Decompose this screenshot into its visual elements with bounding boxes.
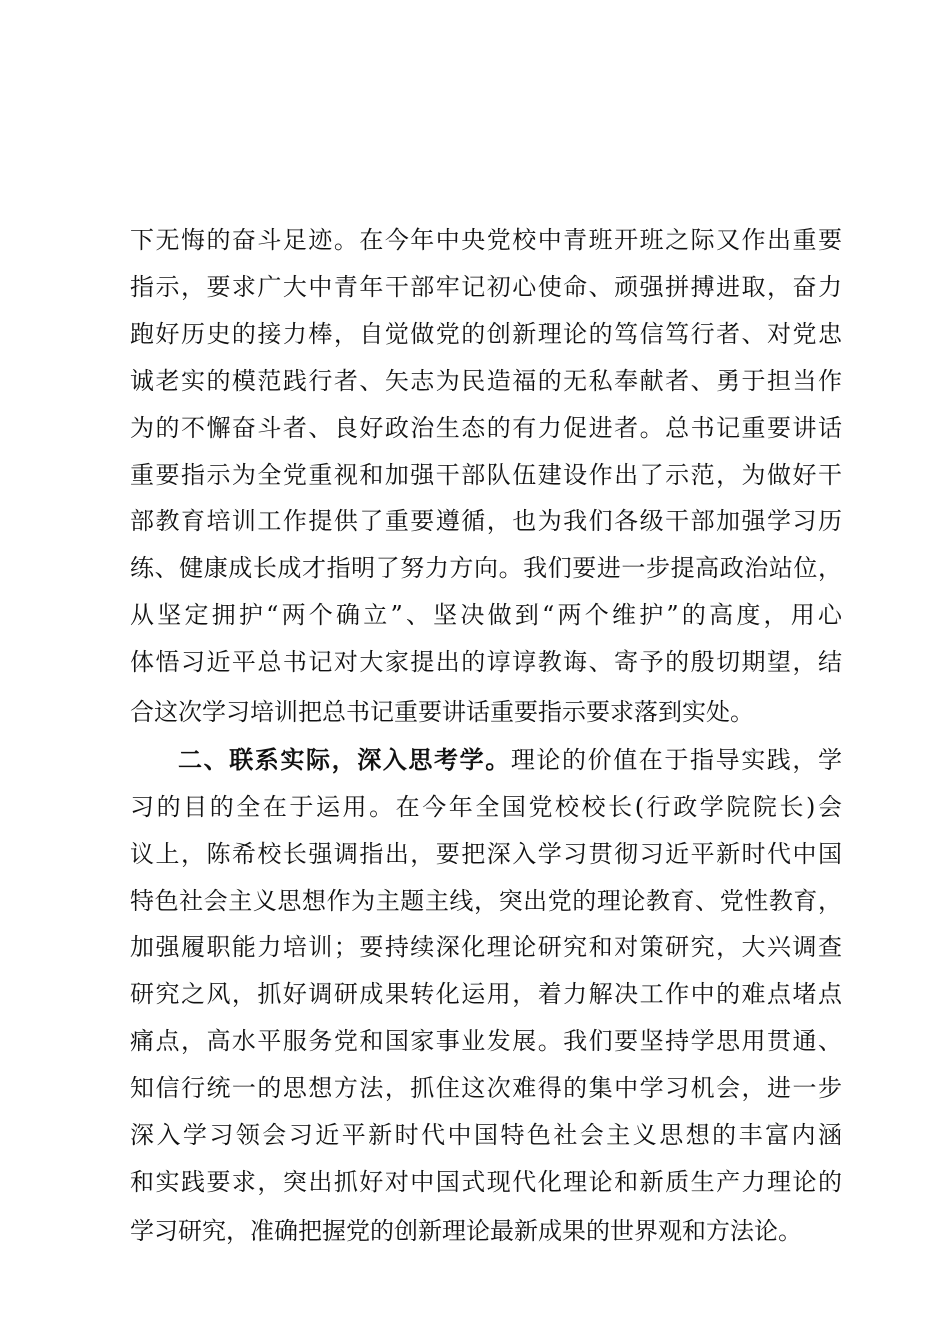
text-line: 体悟习近平总书记对大家提出的谆谆教诲、寄予的殷切期望，结: [130, 648, 842, 676]
section-2-first-line: [130, 742, 842, 778]
text-line: 部教育培训工作提供了重要遵循，也为我们各级干部加强学习历: [130, 507, 842, 535]
text-line: 痛点，高水平服务党和国家事业发展。我们要坚持学思用贯通、: [130, 1027, 842, 1055]
section-2-heading: 二、联系实际，深入思考学。: [178, 745, 511, 774]
text-line: 重要指示为全党重视和加强干部队伍建设作出了示范，为做好干: [130, 461, 842, 489]
text-line: 深入学习领会习近平新时代中国特色社会主义思想的丰富内涵: [130, 1121, 842, 1149]
text-line: 研究之风，抓好调研成果转化运用，着力解决工作中的难点堵点: [130, 980, 842, 1008]
text-line: 诚老实的模范践行者、矢志为民造福的无私奉献者、勇于担当作: [130, 367, 842, 395]
text-line: 特色社会主义思想作为主题主线，突出党的理论教育、党性教育，: [130, 887, 842, 915]
text-line: 练、健康成长成才指明了努力方向。我们要进一步提高政治站位，: [130, 554, 842, 582]
text-line: 习的目的全在于运用。在今年全国党校校长(行政学院院长)会: [130, 793, 842, 821]
text-line: 合这次学习培训把总书记重要讲话重要指示要求落到实处。: [130, 698, 754, 726]
text-line: 为的不懈奋斗者、良好政治生态的有力促进者。总书记重要讲话: [130, 414, 842, 442]
section-2-first-line-text: 理论的价值在于指导实践，学: [510, 746, 843, 774]
text-line: 指示，要求广大中青年干部牢记初心使命、顽强拼搏进取，奋力: [130, 273, 842, 301]
text-line: 跑好历史的接力棒，自觉做党的创新理论的笃信笃行者、对党忠: [130, 320, 842, 348]
text-line: 知信行统一的思想方法，抓住这次难得的集中学习机会，进一步: [130, 1074, 842, 1102]
text-line: 从坚定拥护“两个确立”、坚决做到“两个维护”的高度，用心: [130, 601, 842, 629]
text-line: 和实践要求，突出抓好对中国式现代化理论和新质生产力理论的: [130, 1168, 842, 1196]
text-line: 学习研究，准确把握党的创新理论最新成果的世界观和方法论。: [130, 1217, 802, 1245]
text-line: 下无悔的奋斗足迹。在今年中央党校中青班开班之际又作出重要: [130, 226, 842, 254]
text-line: 加强履职能力培训；要持续深化理论研究和对策研究，大兴调查: [130, 933, 842, 961]
text-line: 议上，陈希校长强调指出，要把深入学习贯彻习近平新时代中国: [130, 840, 842, 868]
